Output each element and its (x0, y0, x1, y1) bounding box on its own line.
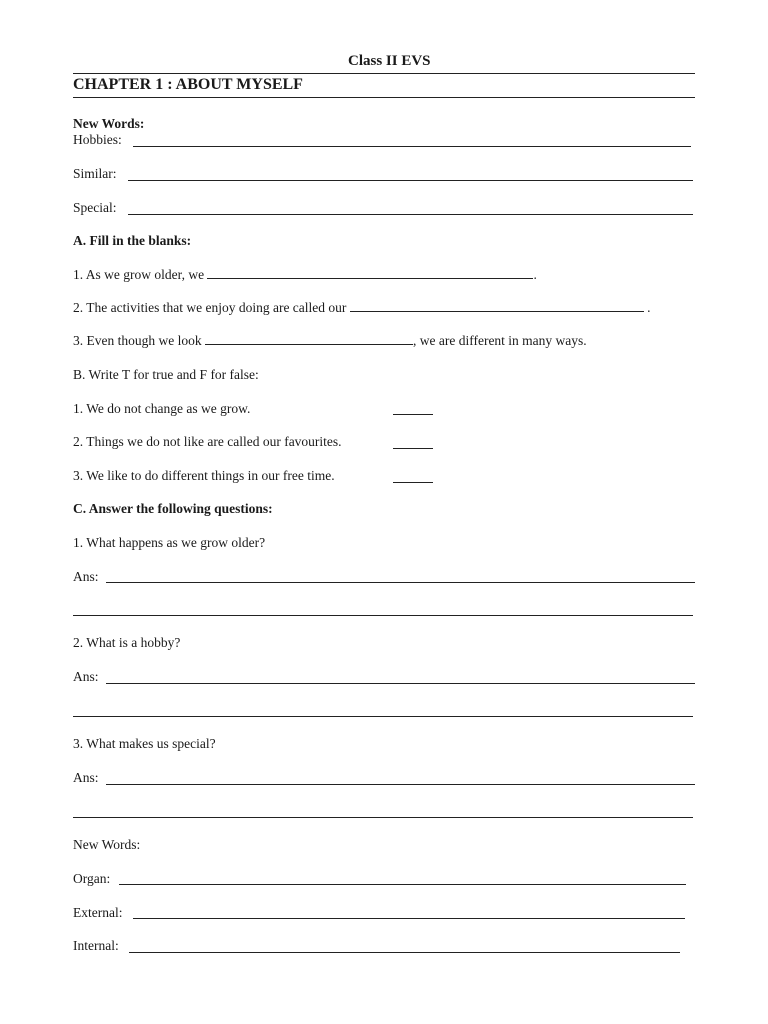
answer-2-line-2[interactable] (73, 716, 693, 717)
fill-blank-1-line[interactable] (207, 278, 533, 279)
tf-statement-3: 3. We like to do different things in our free time. (73, 468, 335, 483)
fill-blank-3-text: 3. Even though we look (73, 333, 202, 348)
word-similar-blank[interactable] (128, 180, 693, 181)
chapter-title: CHAPTER 1 : ABOUT MYSELF (73, 76, 303, 93)
word-similar-label: Similar: (73, 166, 117, 181)
answer-1-line-2[interactable] (73, 615, 693, 616)
answer-1-line-1[interactable] (106, 582, 695, 583)
fill-blank-2 (73, 300, 651, 316)
fill-blank-3-end: , we are different in many ways. (412, 333, 587, 348)
section-b-heading: B. Write T for true and F for false: (73, 367, 259, 382)
answer-2-label: Ans: (73, 669, 99, 684)
fill-blank-1-end: . (533, 267, 537, 282)
tf-answer-3-blank[interactable] (393, 482, 433, 483)
new-words-heading: New Words: (73, 116, 145, 131)
header-bottom-rule (73, 97, 695, 98)
fill-blank-1 (73, 267, 537, 283)
section-a-heading: A. Fill in the blanks: (73, 233, 192, 248)
tf-statement-1: 1. We do not change as we grow. (73, 401, 251, 416)
answer-2-line-1[interactable] (106, 683, 695, 684)
answer-3-label: Ans: (73, 770, 99, 785)
question-1: 1. What happens as we grow older? (73, 535, 266, 550)
tf-answer-1-blank[interactable] (393, 414, 433, 415)
tf-statement-2: 2. Things we do not like are called our favourites. (73, 434, 342, 449)
tf-answer-2-blank[interactable] (393, 448, 433, 449)
word-organ-label: Organ: (73, 871, 111, 886)
fill-blank-2-text: 2. The activities that we enjoy doing are called our (73, 300, 347, 315)
new-words-2-heading: New Words: (73, 837, 141, 852)
answer-3-line-2[interactable] (73, 817, 693, 818)
fill-blank-1-text: 1. As we grow older, we (73, 267, 205, 282)
word-hobbies-label: Hobbies: (73, 132, 122, 147)
word-internal-blank[interactable] (129, 952, 680, 953)
word-internal-label: Internal: (73, 938, 119, 953)
word-hobbies-blank[interactable] (133, 146, 691, 147)
header-top-rule (73, 73, 695, 74)
word-special-blank[interactable] (128, 214, 693, 215)
word-organ-blank[interactable] (119, 884, 686, 885)
fill-blank-2-end: . (647, 300, 651, 315)
fill-blank-3 (73, 333, 587, 349)
section-c-heading: C. Answer the following questions: (73, 501, 273, 516)
word-external-blank[interactable] (133, 918, 685, 919)
question-2: 2. What is a hobby? (73, 635, 181, 650)
word-special-label: Special: (73, 200, 117, 215)
answer-1-label: Ans: (73, 569, 99, 584)
class-title: Class II EVS (348, 53, 431, 69)
answer-3-line-1[interactable] (106, 784, 695, 785)
fill-blank-2-line[interactable] (350, 311, 644, 312)
word-external-label: External: (73, 905, 123, 920)
question-3: 3. What makes us special? (73, 736, 216, 751)
fill-blank-3-line[interactable] (205, 344, 413, 345)
